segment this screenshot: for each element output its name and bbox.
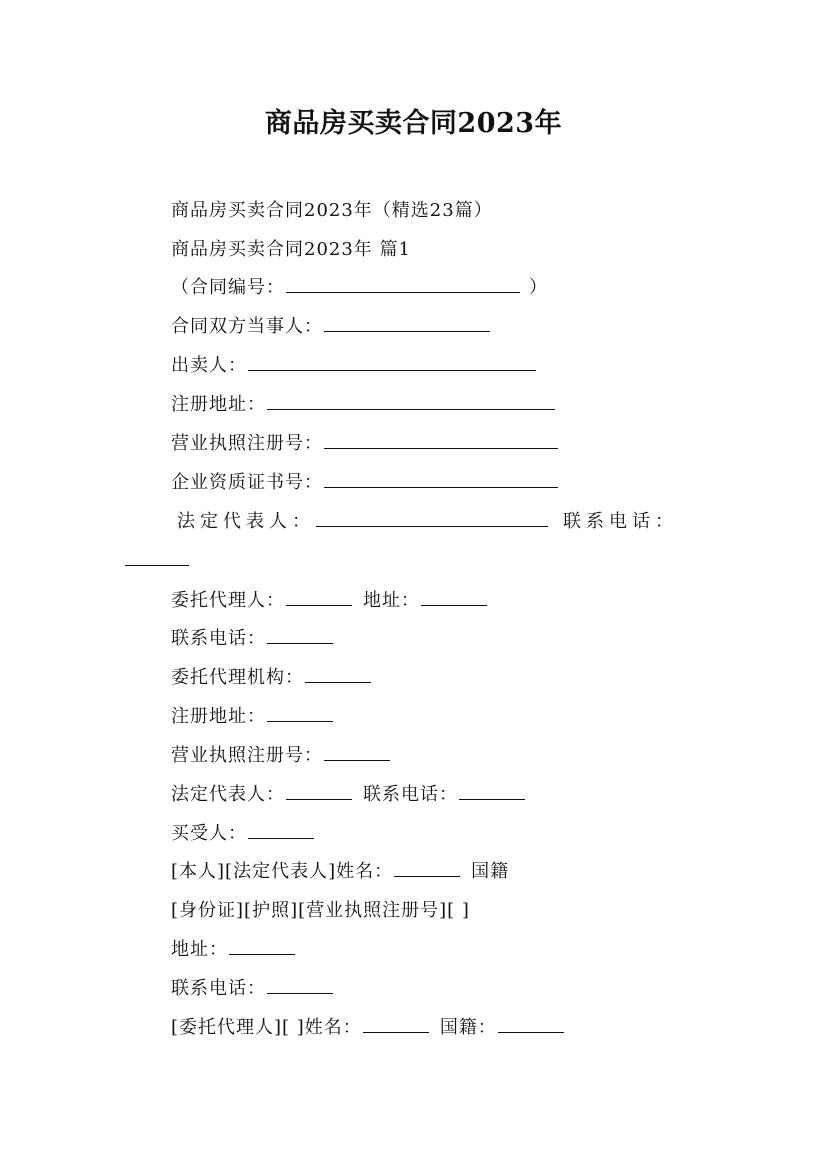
buyer-agent-nationality-blank[interactable] [498, 1016, 564, 1033]
buyer-blank[interactable] [248, 822, 314, 839]
buyer-phone-line [171, 977, 334, 1001]
agency-phone-blank[interactable] [459, 783, 525, 800]
seller-qualification-label: 企业资质证书号： [171, 472, 323, 493]
agent-phone-line [171, 627, 334, 651]
seller-license-label: 营业执照注册号： [171, 433, 323, 454]
section-heading [171, 238, 411, 262]
agency-legal-rep-label: 法定代表人： [171, 784, 285, 805]
buyer-name-label: [本人][法定代表人]姓名： [171, 861, 394, 882]
parties-blank[interactable] [324, 315, 490, 332]
agency-license-label: 营业执照注册号： [171, 745, 323, 766]
agent-phone-blank[interactable] [267, 627, 333, 644]
seller-legal-rep-line [177, 510, 678, 534]
seller-license-blank[interactable] [324, 432, 558, 449]
buyer-name-line [171, 860, 509, 884]
agency-label: 委托代理机构： [171, 667, 304, 688]
buyer-agent-label: [委托代理人][ ]姓名： [171, 1017, 362, 1038]
buyer-agent-blank[interactable] [363, 1016, 429, 1033]
contract-number-line [171, 276, 548, 300]
seller-qualification-line [171, 471, 559, 495]
seller-address-line [171, 393, 556, 417]
buyer-address-line [171, 938, 296, 962]
agency-legal-rep-blank[interactable] [286, 783, 352, 800]
document-title: 商品房买卖合同2023年 [264, 108, 563, 139]
buyer-address-label: 地址： [171, 939, 228, 960]
buyer-phone-label: 联系电话： [171, 978, 266, 999]
agency-address-line [171, 705, 334, 729]
agency-blank[interactable] [305, 666, 371, 683]
contract-number-close: ） [529, 277, 548, 298]
agent-label: 委托代理人： [171, 590, 285, 611]
agent-line [171, 589, 488, 613]
buyer-nationality-label: 国籍 [471, 861, 510, 882]
subtitle-line [171, 199, 493, 223]
seller-address-label: 注册地址： [171, 394, 266, 415]
agency-address-blank[interactable] [267, 705, 333, 722]
buyer-name-blank[interactable] [394, 860, 460, 877]
subtitle-text: 商品房买卖合同2023年（精选23篇） [171, 200, 493, 221]
contract-number-blank[interactable] [286, 276, 520, 293]
buyer-label: 买受人： [171, 823, 247, 844]
agency-license-blank[interactable] [324, 744, 390, 761]
agent-address-blank[interactable] [421, 589, 487, 606]
agency-license-line [171, 744, 391, 768]
agency-phone-label: 联系电话： [363, 784, 458, 805]
seller-phone-wrap-line [124, 549, 190, 573]
agency-address-label: 注册地址： [171, 706, 266, 727]
buyer-line [171, 822, 315, 846]
seller-address-blank[interactable] [267, 393, 555, 410]
agent-address-label: 地址： [363, 590, 420, 611]
buyer-agent-nationality-label: 国籍： [439, 1017, 497, 1038]
agent-blank[interactable] [286, 589, 352, 606]
seller-qualification-blank[interactable] [324, 471, 558, 488]
seller-legal-rep-label: 法定代表人： [177, 511, 315, 532]
buyer-phone-blank[interactable] [267, 977, 333, 994]
buyer-id-line [171, 899, 470, 923]
seller-license-line [171, 432, 559, 456]
agency-line [171, 666, 372, 690]
seller-label: 出卖人： [171, 355, 247, 376]
section-heading-text: 商品房买卖合同2023年 篇1 [171, 239, 411, 260]
parties-line [171, 315, 491, 339]
agency-legal-rep-line [171, 783, 526, 807]
contract-number-label: （合同编号： [171, 277, 285, 298]
agent-phone-label: 联系电话： [171, 628, 266, 649]
buyer-id-label: [身份证][护照][营业执照注册号][ ] [171, 900, 470, 921]
seller-blank[interactable] [248, 354, 536, 371]
seller-line [171, 354, 537, 378]
seller-phone-blank[interactable] [125, 549, 189, 566]
parties-label: 合同双方当事人： [171, 316, 323, 337]
seller-phone-label: 联系电话： [563, 511, 678, 532]
buyer-agent-line [171, 1016, 565, 1040]
buyer-address-blank[interactable] [229, 938, 295, 955]
seller-legal-rep-blank[interactable] [316, 510, 548, 527]
